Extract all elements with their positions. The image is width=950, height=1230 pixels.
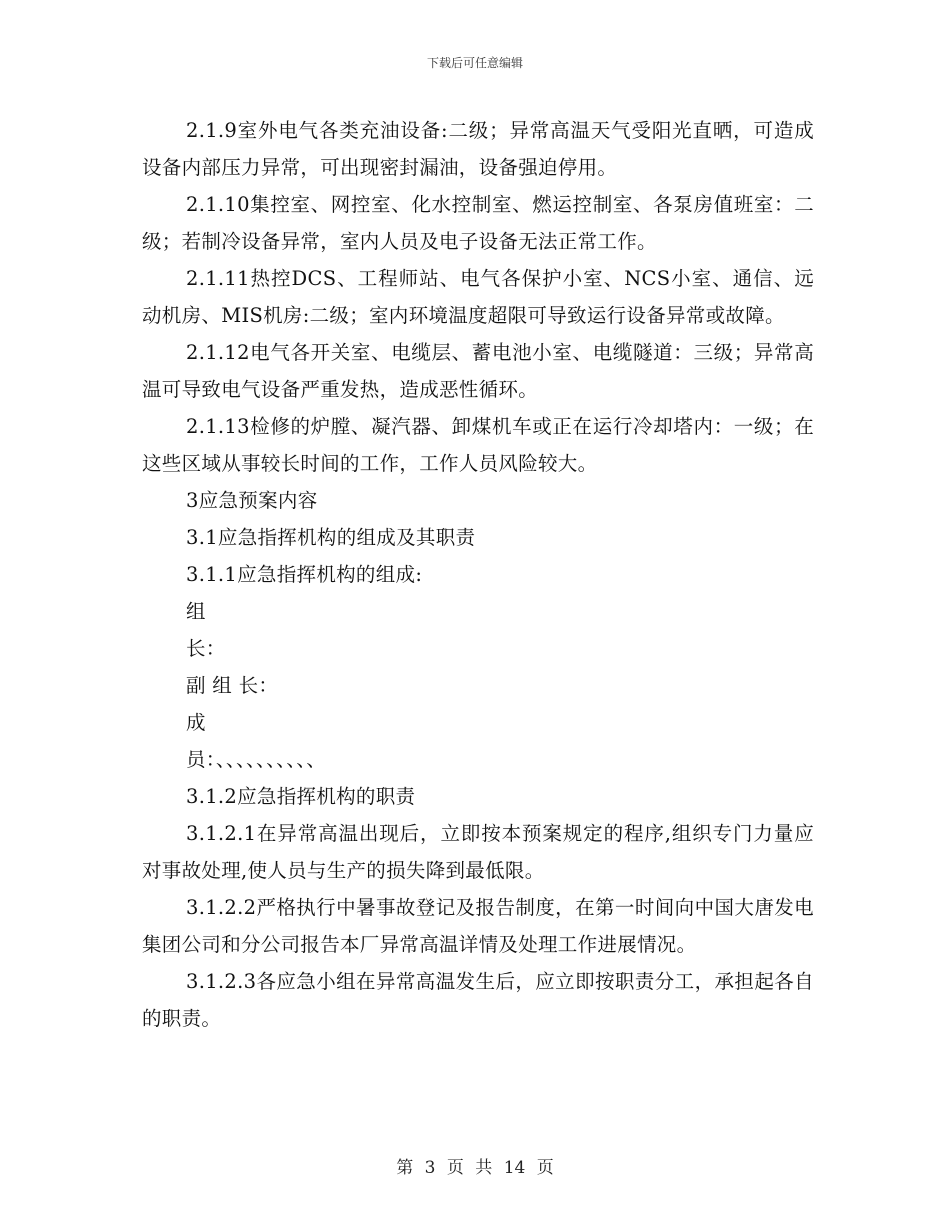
paragraph-2-1-11: 2.1.11热控DCS、工程师站、电气各保护小室、NCS小室、通信、远动机房、MIS机房:二级；室内环境温度超限可导致运行设备异常或故障。: [142, 267, 814, 327]
roster-line-leader-1: 组: [186, 600, 206, 623]
section-heading-3: 3应急预案内容: [186, 489, 318, 512]
paragraph-2-1-12: 2.1.12电气各开关室、电缆层、蓄电池小室、电缆隧道：三级；异常高温可导致电气设备严重发热，造成恶性循环。: [142, 341, 814, 401]
page-footer: 第 3 页 共 14 页: [396, 1158, 554, 1178]
roster-line-deputy: 副 组 长：: [186, 674, 279, 697]
paragraph-3-1-2-1: 3.1.2.1在异常高温出现后，立即按本预案规定的程序,组织专门力量应对事故处理,使人员与生产的损失降到最低限。: [142, 822, 814, 882]
section-heading-3-1: 3.1应急指挥机构的组成及其职责: [186, 526, 476, 549]
paragraph-3-1-2-3: 3.1.2.3各应急小组在异常高温发生后，应立即按职责分工，承担起各自的职责。: [142, 970, 814, 1030]
document-body: [142, 112, 814, 1037]
roster-line-members-1: 成: [186, 711, 206, 734]
paragraph-3-1-2-2: 3.1.2.2严格执行中暑事故登记及报告制度，在第一时间向中国大唐发电集团公司和分公司报告本厂异常高温详情及处理工作进展情况。: [142, 896, 814, 956]
roster-line-members-2: 员：、、、、、、、、、、: [186, 748, 327, 771]
roster-list: [142, 593, 814, 778]
paragraph-2-1-10: 2.1.10集控室、网控室、化水控制室、燃运控制室、各泵房值班室：二级；若制冷设备异常，室内人员及电子设备无法正常工作。: [142, 193, 814, 253]
paragraph-2-1-9: 2.1.9室外电气各类充油设备:二级；异常高温天气受阳光直晒，可造成设备内部压力异常，可出现密封漏油，设备强迫停用。: [142, 119, 814, 179]
section-heading-3-1-1: 3.1.1应急指挥机构的组成:: [186, 563, 423, 586]
roster-line-leader-2: 长：: [186, 637, 226, 660]
section-heading-3-1-2: 3.1.2应急指挥机构的职责: [186, 785, 416, 808]
paragraph-2-1-13: 2.1.13检修的炉膛、凝汽器、卸煤机车或正在运行冷却塔内：一级；在这些区域从事较长时间的工作，工作人员风险较大。: [142, 415, 814, 475]
page-header: 下载后可任意编辑: [426, 56, 523, 70]
